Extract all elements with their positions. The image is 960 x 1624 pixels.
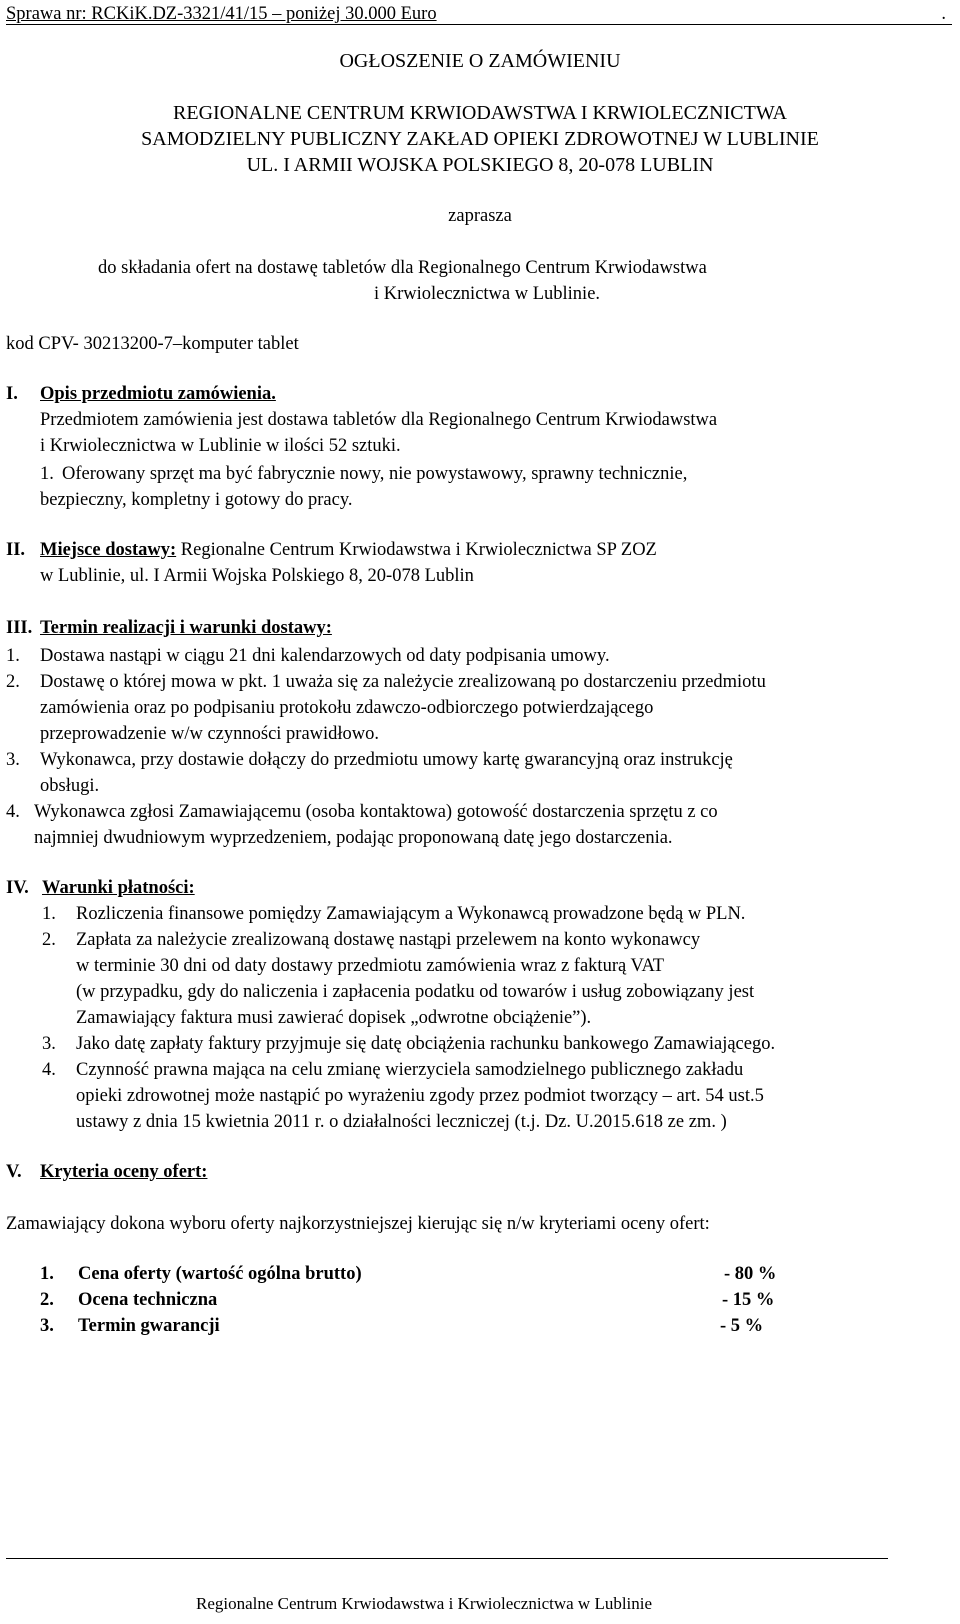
criterion-name: Cena oferty (wartość ogólna brutto)	[78, 1264, 362, 1284]
section-2-line2: w Lublinie, ul. I Armii Wojska Polskiego 8, 20-078 Lublin	[40, 566, 474, 586]
section-4-item-line: Zamawiający faktura musi zawierać dopisek „odwrotne obciążenie”).	[76, 1008, 592, 1028]
section-4-item-line: w terminie 30 dni od daty dostawy przedmiotu zamówienia wraz z fakturą VAT	[76, 956, 665, 976]
org-name-line2: SAMODZIELNY PUBLICZNY ZAKŁAD OPIEKI ZDROWOTNEJ W LUBLINIE	[141, 128, 819, 150]
section-4-item-number: 2.	[42, 930, 56, 950]
criterion-weight: - 5 %	[720, 1316, 764, 1336]
criterion-weight: - 15 %	[722, 1290, 775, 1310]
section-4-item-line: Zapłata za należycie zrealizowaną dostawę nastąpi przelewem na konto wykonawcy	[76, 930, 701, 950]
intro-line2: i Krwiolecznictwa w Lublinie.	[374, 284, 601, 304]
cpv-code: kod CPV- 30213200-7–komputer tablet	[6, 334, 299, 354]
notice-title: OGŁOSZENIE O ZAMÓWIENIU	[339, 50, 621, 72]
section-3-item-number: 3.	[6, 750, 20, 770]
criterion-name: Termin gwarancji	[78, 1316, 220, 1336]
section-4-item-line: (w przypadku, gdy do naliczenia i zapłacenia podatku od towarów i usług zobowiązany jest	[76, 982, 755, 1002]
section-3-item-line: Dostawę o której mowa w pkt. 1 uważa się za należycie zrealizowaną po dostarczeniu przedmiotu	[40, 672, 766, 692]
section-1-item1-line1: Oferowany sprzęt ma być fabrycznie nowy, nie powystawowy, sprawny technicznie,	[62, 464, 688, 484]
section-1-line1: Przedmiotem zamówienia jest dostawa tabletów dla Regionalnego Centrum Krwiodawstwa	[40, 410, 718, 430]
section-3-item-line: Dostawa nastąpi w ciągu 21 dni kalendarzowych od daty podpisania umowy.	[40, 646, 610, 666]
section-4-item-number: 1.	[42, 904, 56, 924]
footer-text: Regionalne Centrum Krwiodawstwa i Krwiolecznictwa w Lublinie	[196, 1594, 653, 1613]
case-reference	[6, 4, 952, 25]
section-1-title: Opis przedmiotu zamówienia.	[40, 384, 276, 404]
section-2-line1	[40, 540, 657, 561]
footer-divider	[6, 1558, 888, 1559]
section-3-number: III.	[6, 618, 33, 638]
section-1-number: I.	[6, 384, 18, 404]
section-2-text1: Regionalne Centrum Krwiodawstwa i Krwiolecznictwa SP ZOZ	[176, 540, 657, 560]
section-4-item-line: Jako datę zapłaty faktury przyjmuje się datę obciążenia rachunku bankowego Zamawiającego.	[76, 1034, 776, 1054]
section-4-item-number: 4.	[42, 1060, 56, 1080]
section-3-item-line: najmniej dwudniowym wyprzedzeniem, podając proponowaną datę jego dostarczenia.	[34, 828, 673, 848]
section-2-label: Miejsce dostawy:	[40, 540, 177, 560]
section-3-item-line: Wykonawca, przy dostawie dołączy do przedmiotu umowy kartę gwarancyjną oraz instrukcję	[40, 750, 733, 770]
section-5-intro: Zamawiający dokona wyboru oferty najkorzystniejszej kierując się n/w kryteriami oceny ofert:	[6, 1214, 710, 1234]
criterion-name: Ocena techniczna	[78, 1290, 218, 1310]
section-3-item-number: 2.	[6, 672, 20, 692]
section-5-number: V.	[6, 1162, 22, 1182]
section-5-title: Kryteria oceny ofert:	[40, 1162, 208, 1182]
section-3-item-line: obsługi.	[40, 776, 100, 796]
section-4-item-line: Rozliczenia finansowe pomiędzy Zamawiającym a Wykonawcą prowadzone będą w PLN.	[76, 904, 746, 924]
section-3-title: Termin realizacji i warunki dostawy:	[40, 618, 332, 638]
criterion-number: 1.	[40, 1264, 54, 1284]
org-name-line1: REGIONALNE CENTRUM KRWIODAWSTWA I KRWIOLECZNICTWA	[173, 102, 787, 124]
section-4-item-line: opieki zdrowotnej może nastąpić po wyrażeniu zgody przez podmiot tworzący – art. 54 ust.5	[76, 1086, 764, 1106]
case-reference-dot: .	[941, 4, 946, 24]
section-1-item1-number: 1.	[40, 464, 54, 484]
section-3-item-line: przeprowadzenie w/w czynności prawidłowo.	[40, 724, 380, 744]
section-4-item-number: 3.	[42, 1034, 56, 1054]
section-3-item-line: Wykonawca zgłosi Zamawiającemu (osoba kontaktowa) gotowość dostarczenia sprzętu z co	[34, 802, 718, 822]
section-2-number: II.	[6, 540, 26, 560]
intro-line1: do składania ofert na dostawę tabletów dla Regionalnego Centrum Krwiodawstwa	[98, 258, 707, 278]
section-1-line2: i Krwiolecznictwa w Lublinie w ilości 52 sztuki.	[40, 436, 401, 456]
section-4-number: IV.	[6, 878, 29, 898]
section-3-item-number: 4.	[6, 802, 20, 822]
case-reference-text: Sprawa nr: RCKiK.DZ-3321/41/15 – poniżej 30.000 Euro	[6, 4, 437, 24]
section-3-item-number: 1.	[6, 646, 20, 666]
criterion-number: 3.	[40, 1316, 54, 1336]
section-4-item-line: ustawy z dnia 15 kwietnia 2011 r. o działalności leczniczej (t.j. Dz. U.2015.618 ze zm. )	[76, 1112, 727, 1132]
criterion-number: 2.	[40, 1290, 54, 1310]
section-4-item-line: Czynność prawna mająca na celu zmianę wierzyciela samodzielnego publicznego zakładu	[76, 1060, 744, 1080]
section-3-item-line: zamówienia oraz po podpisaniu protokołu zdawczo-odbiorczego potwierdzającego	[40, 698, 654, 718]
section-1-item1-line2: bezpieczny, kompletny i gotowy do pracy.	[40, 490, 353, 510]
section-4-title: Warunki płatności:	[42, 878, 195, 898]
invites-text: zaprasza	[448, 206, 512, 226]
criterion-weight: - 80 %	[724, 1264, 777, 1284]
org-address: UL. I ARMII WOJSKA POLSKIEGO 8, 20-078 LUBLIN	[246, 154, 714, 176]
